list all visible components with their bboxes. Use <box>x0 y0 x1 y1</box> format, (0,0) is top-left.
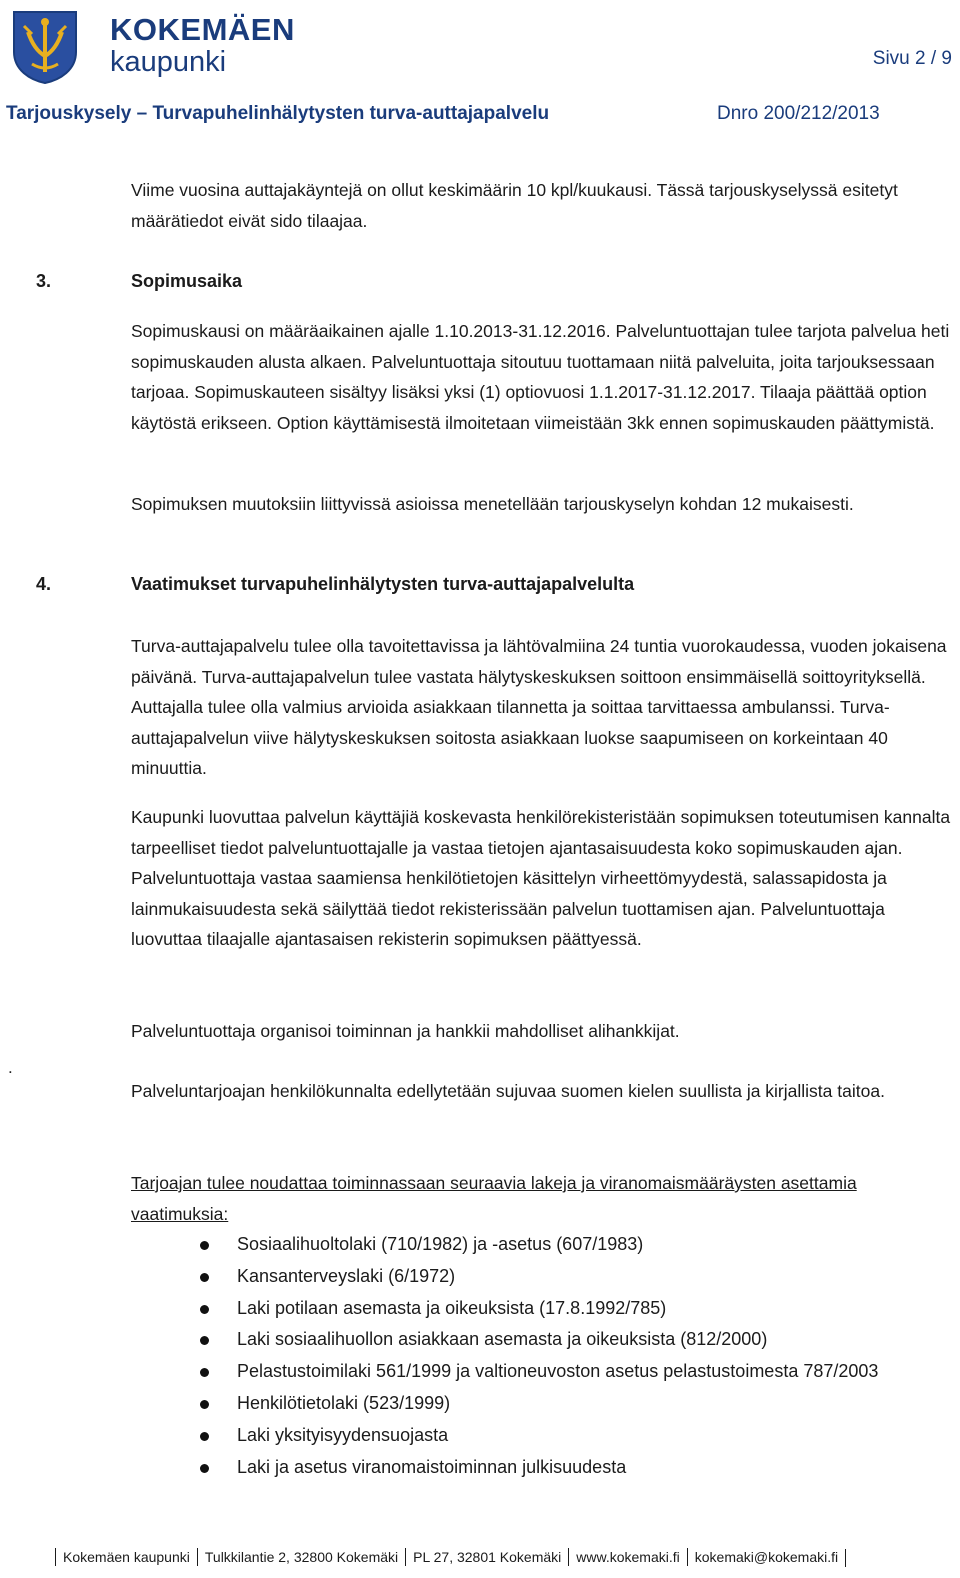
law-label: Kansanterveyslaki (6/1972) <box>237 1265 456 1286</box>
page-number: Sivu 2 / 9 <box>872 48 952 69</box>
footer-divider <box>845 1549 846 1567</box>
list-item <box>200 1293 878 1325</box>
bullet-icon <box>200 1432 209 1441</box>
document-title: Tarjouskysely – Turvapuhelinhälytysten turva-auttajapalvelu <box>6 103 550 124</box>
intro-paragraph: Viime vuosina auttajakäyntejä on ollut keskimäärin 10 kpl/kuukausi. Tässä tarjouskyselyssä esitetyt määrätiedot eivät sido tilaajaa. <box>131 180 898 231</box>
section-3-paragraph-2: Sopimuksen muutoksiin liittyvissä asioissa menetellään tarjouskyselyn kohdan 12 mukaisesti. <box>131 494 854 514</box>
document-number: Dnro 200/212/2013 <box>717 103 880 124</box>
footer <box>0 1548 960 1567</box>
list-item <box>200 1420 878 1452</box>
bullet-icon <box>200 1241 209 1250</box>
laws-list <box>200 1229 878 1483</box>
stray-dot: . <box>8 1058 13 1077</box>
section-4-heading: Vaatimukset turvapuhelinhälytysten turva-auttajapalvelulta <box>131 574 635 594</box>
org-name: KOKEMÄEN <box>110 12 295 47</box>
bullet-icon <box>200 1305 209 1314</box>
coat-of-arms-icon <box>10 8 80 84</box>
bullet-icon <box>200 1464 209 1473</box>
list-item <box>200 1356 878 1388</box>
logo <box>6 4 295 86</box>
law-label: Pelastustoimilaki 561/1999 ja valtioneuvoston asetus pelastustoimesta 787/2003 <box>237 1361 879 1382</box>
footer-website-link[interactable]: www.kokemaki.fi <box>568 1548 686 1566</box>
org-subname: kaupunki <box>110 46 227 78</box>
law-label: Laki yksityisyydensuojasta <box>237 1424 449 1445</box>
bullet-icon <box>200 1400 209 1409</box>
law-label: Sosiaalihuoltolaki (710/1982) ja -asetus (607/1983) <box>237 1234 644 1254</box>
bullet-icon <box>200 1336 209 1345</box>
bullet-icon <box>200 1273 209 1282</box>
list-item <box>200 1261 878 1293</box>
list-item <box>200 1388 878 1420</box>
section-3-number: 3. <box>36 271 52 291</box>
list-item <box>200 1324 878 1356</box>
list-item <box>200 1229 878 1261</box>
section-3-heading: Sopimusaika <box>131 271 243 291</box>
list-item <box>200 1452 878 1484</box>
footer-address: Tulkkilantie 2, 32800 Kokemäki <box>197 1548 405 1566</box>
section-3-paragraph-1: Sopimuskausi on määräaikainen ajalle 1.10.2013-31.12.2016. Palveluntuottajan tulee tarjota palvelua heti sopimuskauden alusta alkaen. Palveluntuottaja sitoutuu tuottamaan niitä palveluita, joita tarjouksessaan tarjoaa. Sopimuskauteen sisältyy lisäksi yksi (1) optiovuosi 1.1.2017-31.12.2017. Tilaaja päättää option käytöstä erikseen. Option käyttämisestä ilmoitetaan viimeistään 3kk ennen sopimuskauden päättymistä. <box>131 321 950 433</box>
law-label: Laki ja asetus viranomaistoiminnan julkisuudesta <box>237 1456 627 1477</box>
laws-intro: Tarjoajan tulee noudattaa toiminnassaan seuraavia lakeja ja viranomaismääräysten asettamia vaatimuksia: <box>131 1173 857 1224</box>
section-4-paragraph-4: Palveluntarjoajan henkilökunnalta edellytetään sujuvaa suomen kielen suullista ja kirjallista taitoa. <box>131 1081 885 1101</box>
footer-email-link[interactable]: kokemaki@kokemaki.fi <box>687 1548 845 1566</box>
section-4-number: 4. <box>36 574 52 594</box>
law-label: Laki potilaan asemasta ja oikeuksista (17.8.1992/785) <box>237 1297 667 1318</box>
law-label: Laki sosiaalihuollon asiakkaan asemasta ja oikeuksista (812/2000) <box>237 1329 768 1350</box>
bullet-icon <box>200 1368 209 1377</box>
section-4-paragraph-3: Palveluntuottaja organisoi toiminnan ja hankkii mahdolliset alihankkijat. <box>131 1021 680 1041</box>
section-4-paragraph-2: Kaupunki luovuttaa palvelun käyttäjiä koskevasta henkilörekisteristään sopimuksen toteutumisen kannalta tarpeelliset tiedot palveluntuottajalle ja vastaa tietojen ajantasaisuudesta koko sopimuskauden ajan. Palveluntuottaja vastaa saamiensa henkilötietojen käsittelyn virheettömyydestä, salassapidosta ja lainmukaisuudesta sekä säilyttää tiedot rekisterissään palvelun tuottamisen ajan. Palveluntuottaja luovuttaa tilaajalle ajantasaisen rekisterin sopimuksen päättyessä. <box>131 807 951 949</box>
footer-org: Kokemäen kaupunki <box>55 1548 197 1566</box>
law-label: Henkilötietolaki (523/1999) <box>237 1392 451 1413</box>
footer-po-box: PL 27, 32801 Kokemäki <box>405 1548 568 1566</box>
section-4-paragraph-1: Turva-auttajapalvelu tulee olla tavoitettavissa ja lähtövalmiina 24 tuntia vuorokaudessa, vuoden jokaisena päivänä. Turva-auttajapalvelun tulee vastata hälytyskeskuksen soittoon ensimmäisellä soittoyrityksellä. Auttajalla tulee olla valmius arvioida asiakkaan tilannetta ja soittaa tarvittaessa ambulanssi. Turva-auttajapalvelun viive hälytyskeskuksen soitosta asiakkaan luokse saapumiseen on korkeintaan 40 minuuttia. <box>131 636 947 778</box>
